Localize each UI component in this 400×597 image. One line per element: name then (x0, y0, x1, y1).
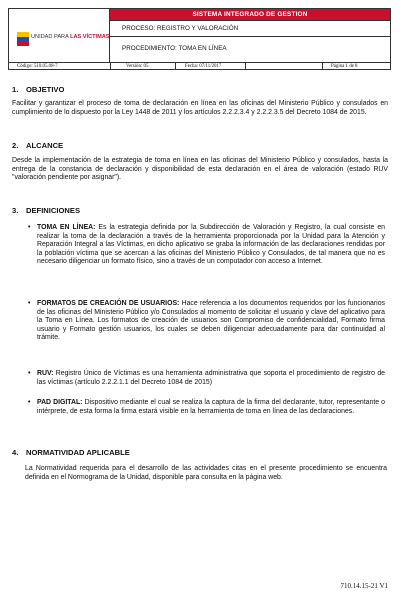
definition-term: TOMA EN LÍNEA: (37, 224, 96, 231)
definition-text: Registro Único de Víctimas es una herramienta administrativa que soporta el procedimiento de registro de las víctimas (artículo 2.2.2.1.1 del Decreto 1084 de 2015) (37, 370, 385, 386)
meta-divider (245, 63, 246, 70)
bullet-icon: • (28, 399, 31, 406)
bullet-icon: • (28, 300, 31, 307)
bullet-icon: • (28, 370, 31, 377)
bullet-icon: • (28, 224, 31, 231)
document-version: Versión: 05 (126, 64, 149, 69)
logo-wordmark (31, 34, 110, 40)
system-title: SISTEMA INTEGRADO DE GESTION (110, 9, 390, 20)
meta-divider (110, 63, 111, 70)
definition-term: PAD DIGITAL: (37, 399, 83, 406)
section-heading-objetivo (12, 85, 64, 94)
document-date: Fecha: 07/11/2017 (185, 64, 222, 69)
section-number: 4. (12, 448, 19, 457)
page-number: Página 1 de 8 (331, 64, 358, 69)
objetivo-paragraph: Facilitar y garantizar el proceso de toma de declaración en línea en las oficinas del Ministerio Público y consulados en cumplimiento de lo dispuesto por la Ley 1448 de 2011 y los artículos 2.2.2.3.4 y 2.2.2.3.5 del Decreto 1084 de 2015. (12, 100, 388, 116)
procedure-label: PROCEDIMIENTO: TOMA EN LÍNEA (110, 36, 390, 62)
section-heading-normatividad (12, 448, 130, 457)
section-heading-definiciones (12, 206, 80, 215)
definition-formatos-creacion-usuarios (28, 300, 385, 343)
section-number: 3. (12, 206, 19, 215)
document-meta-row (9, 62, 390, 70)
definition-term: RUV: (37, 370, 54, 377)
alcance-paragraph: Desde la implementación de la estrategia de toma en línea en las oficinas del Ministerio Público y consulados, hasta la entrega de la constancia de declaración y disponibilidad de esta declaración en el área de valoración (estado RUV "valoración pendiente por asignar"). (12, 157, 388, 181)
normatividad-paragraph: La Normatividad requerida para el desarrollo de las actividades citas en el presente procedimiento se encuentra definida en el Normograma de la Unidad, disponible para consulta en la página web. (25, 465, 387, 481)
section-title: NORMATIVIDAD APLICABLE (26, 448, 130, 457)
logo-text-brand: LAS VÍCTIMAS (70, 34, 110, 40)
section-title: DEFINICIONES (26, 206, 81, 215)
section-title: ALCANCE (26, 141, 64, 150)
shield-logo-icon (17, 32, 29, 46)
definition-ruv (28, 370, 385, 387)
meta-divider (322, 63, 323, 70)
definition-pad-digital (28, 399, 385, 416)
logo-text-prefix: UNIDAD PARA (31, 34, 71, 40)
definition-text: Hace referencia a los documentos requeridos por los funcionarios de las oficinas del Ministerio Público y/o Consulados al momento de solicitar el usuario y clave del aplicativo para la Toma en Línea. Los formatos de creación de usuarios son Compromiso de confidencialidad, Formato firma usuario y Formato gestión usuarios, los cuales se deben diligenciar adecuadamente para dar continuidad al trámite. (37, 300, 385, 341)
footer-document-code: 710.14.15-21 V1 (340, 582, 388, 590)
process-label: PROCESO: REGISTRO Y VALORACIÓN (110, 20, 390, 36)
definition-text: Dispositivo mediante el cual se realiza la captura de la firma del declarante, tutor, representante o intérprete, de esta forma la firma estará visible en la herramienta de toma en línea de las declaraciones. (37, 399, 385, 415)
section-number: 2. (12, 141, 19, 150)
section-number: 1. (12, 85, 19, 94)
definition-toma-en-linea (28, 224, 385, 267)
document-code: Código: 510.05.08-7 (17, 64, 58, 69)
document-header (8, 8, 391, 70)
section-title: OBJETIVO (26, 85, 65, 94)
definition-text: Es la estrategia definida por la Subdirección de Valoración y Registro, la cual consiste en realizar la toma de la declaración a través de la herramienta proporcionada por la Unidad para la Atención y Reparación Integral a las Víctimas, en dicho aplicativo se graba la información de las declaraciones rendidas por la población víctima que se acercan a las oficinas del Ministerio Público y Consulados, de tal manera que no es necesario diligenciar un formato físico, sino a través de un computador con acceso a Internet. (37, 224, 385, 265)
meta-divider (175, 63, 176, 70)
section-heading-alcance (12, 141, 63, 150)
logo-cell (9, 9, 110, 62)
definition-term: FORMATOS DE CREACIÓN DE USUARIOS: (37, 300, 180, 307)
